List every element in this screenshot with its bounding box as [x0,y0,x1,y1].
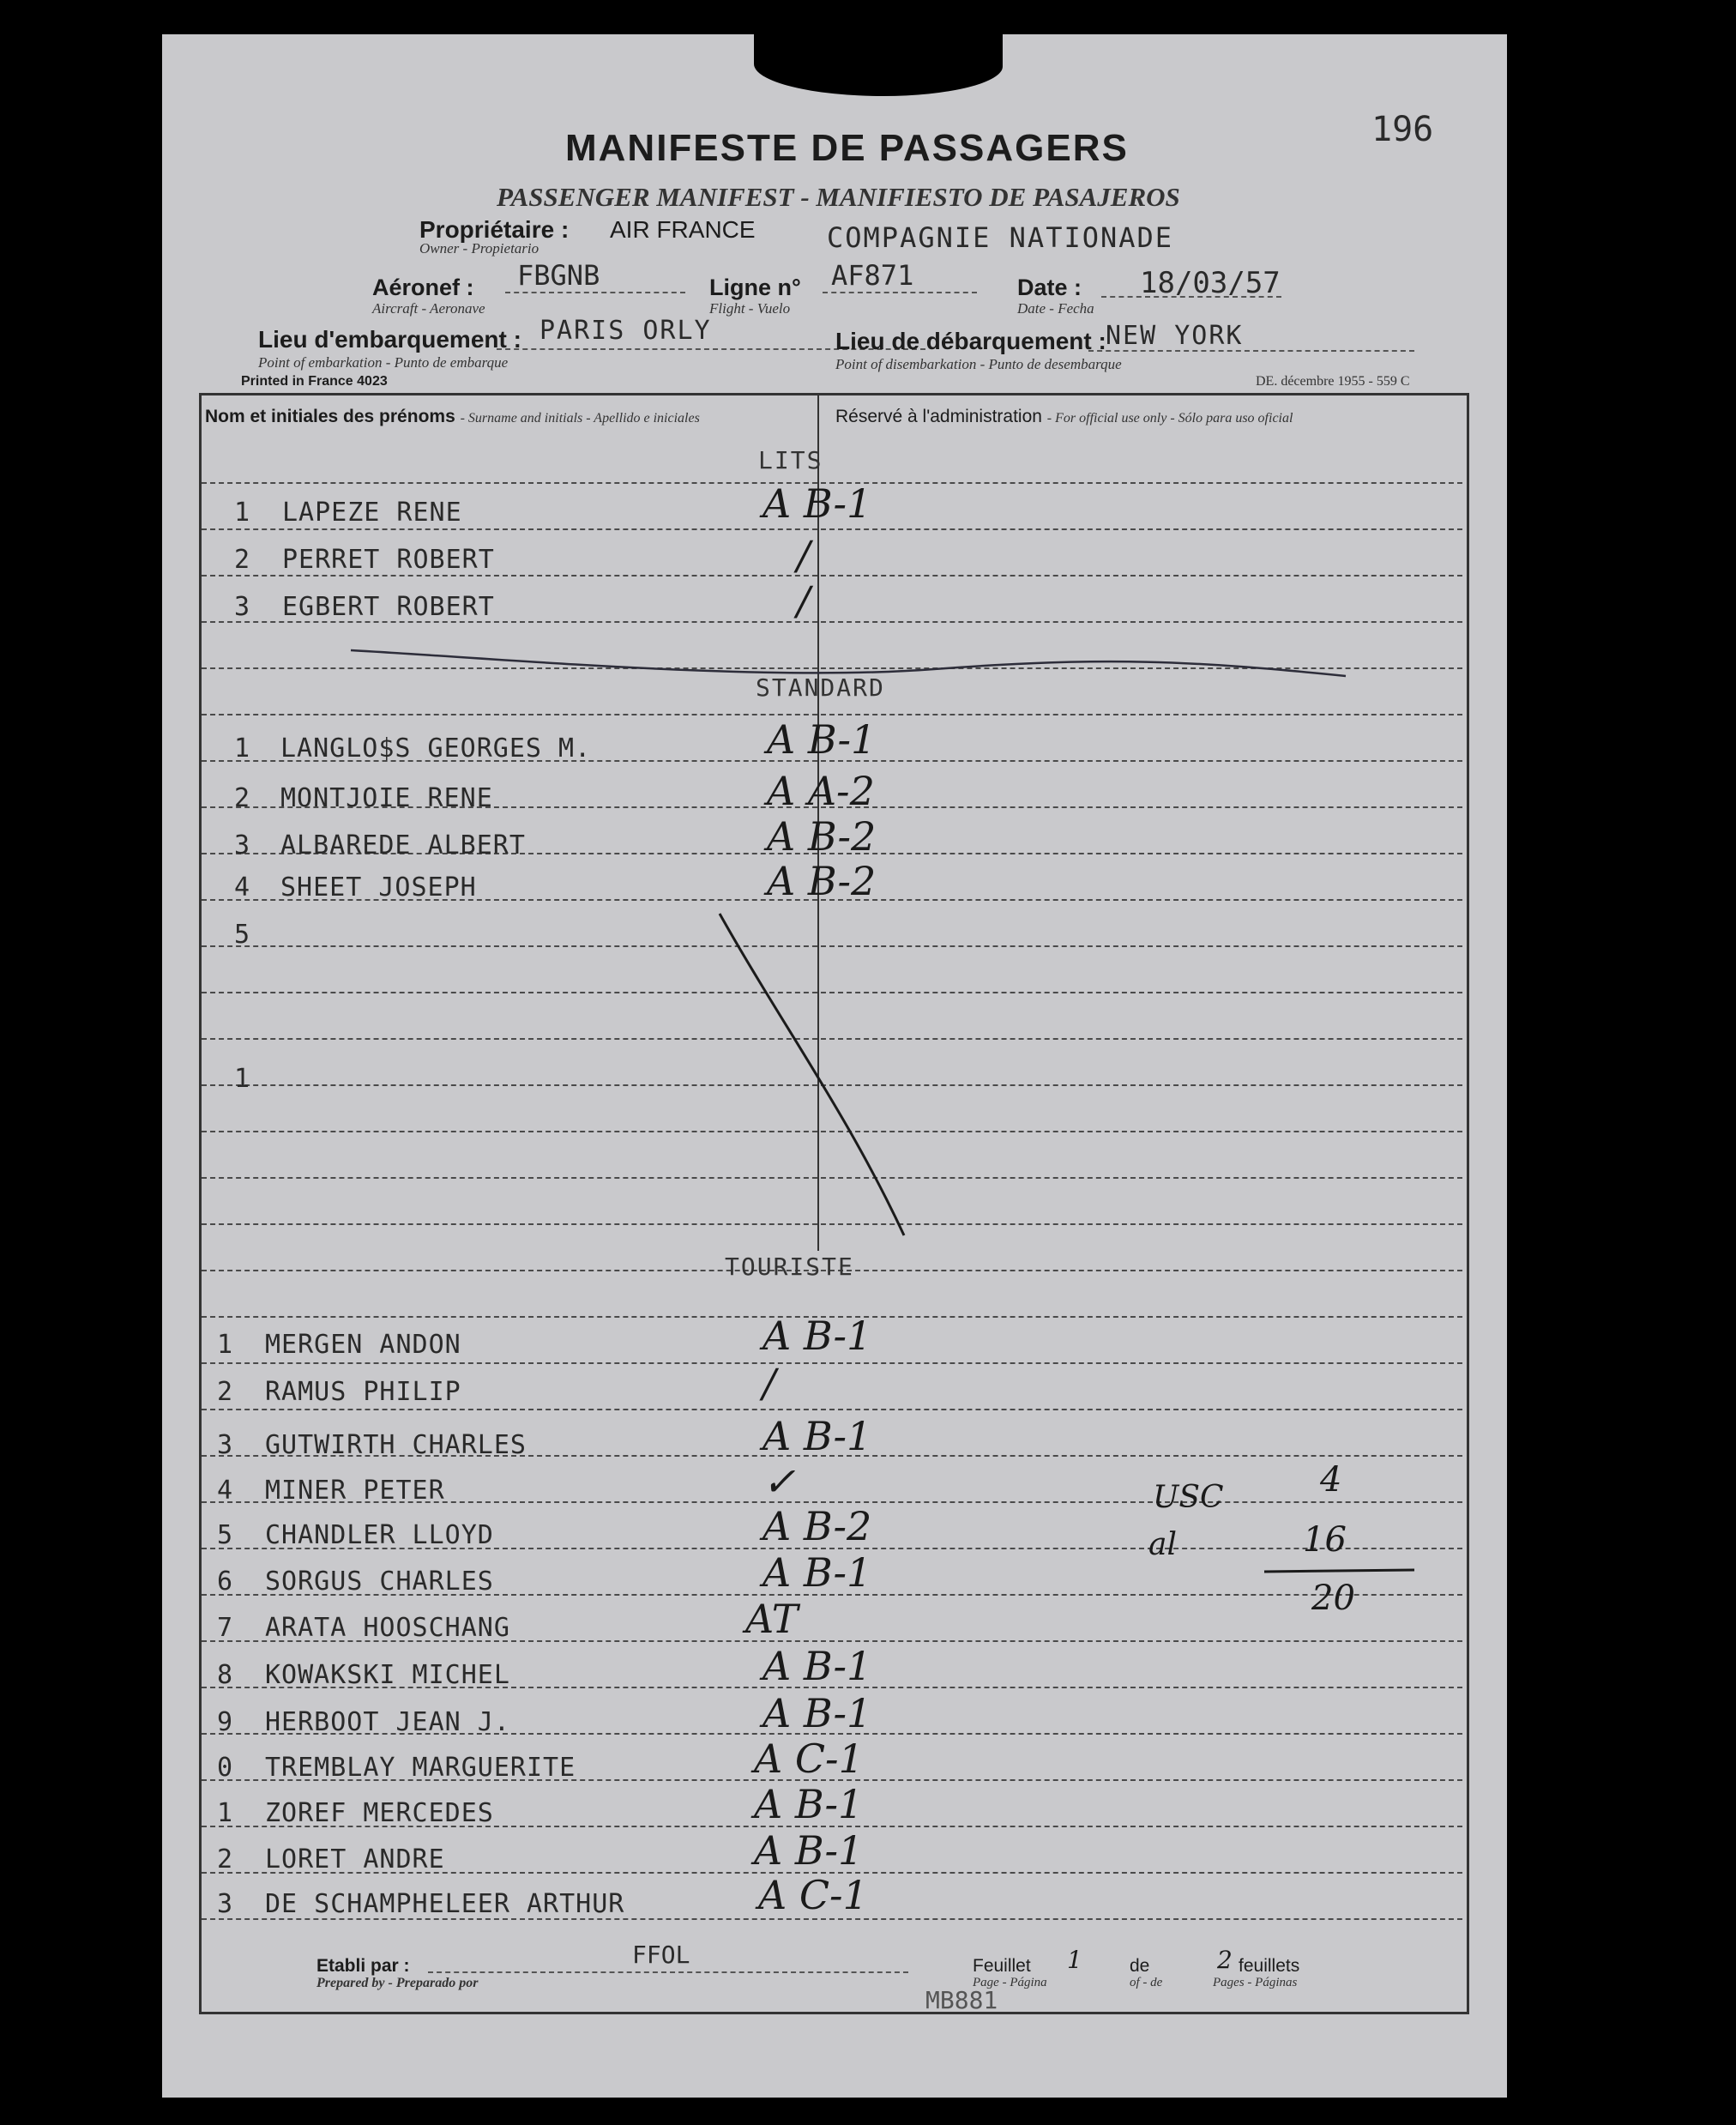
sheet-label: Feuillet [973,1956,1031,1976]
row-number: 3 [234,592,250,622]
tally-usc-value: 4 [1320,1460,1342,1500]
sheet-value: 1 [1067,1946,1082,1974]
admin-mark: A B-1 [763,1643,872,1689]
manifest-sheet [162,34,1507,2098]
admin-mark: ✓ [763,1458,796,1505]
form-code: DE. décembre 1955 - 559 C [1256,374,1410,389]
pages-sublabel: Pages - Páginas [1213,1976,1298,1989]
passenger-name: GUTWIRTH CHARLES [265,1430,527,1460]
passenger-name: MINER PETER [265,1476,445,1506]
row-number: 1 [217,1330,233,1360]
admin-mark: A B-2 [767,858,877,904]
row-number: 1 [234,1064,250,1094]
passenger-name: KOWAKSKI MICHEL [265,1660,510,1690]
embarkation-sublabel: Point of embarkation - Punto de embarque [258,354,509,371]
admin-mark: A B-1 [763,480,872,527]
row-number: 8 [217,1660,233,1690]
sheet-sublabel: Page - Página [973,1976,1047,1989]
passenger-name: MONTJOIE RENE [280,783,493,813]
page-subtitle: PASSENGER MANIFEST - MANIFIESTO DE PASAJEROS [497,182,1180,212]
passenger-name: ZOREF MERCEDES [265,1798,494,1828]
row-number: 3 [217,1430,233,1460]
flight-label: Ligne n° [709,275,801,300]
admin-mark: A B-1 [763,1413,872,1459]
passenger-name: DE SCHAMPHELEER ARTHUR [265,1889,625,1919]
stamp-code: MB881 [925,1986,998,2014]
row-number: 3 [234,830,250,860]
column-admin-sublabel: - For official use only - Sólo para uso oficial [1046,411,1293,426]
row-number: 0 [217,1753,233,1783]
row-number: 2 [234,545,250,575]
of-sublabel: of - de [1130,1976,1163,1989]
admin-mark: A B-2 [763,1503,872,1549]
admin-mark: A B-1 [763,1690,872,1736]
column-name-label: Nom et initiales des prénoms [205,407,455,426]
date-label: Date : [1017,275,1082,300]
row-number: 6 [217,1567,233,1597]
admin-mark: A B-1 [763,1549,872,1596]
passenger-name: LORET ANDRE [265,1844,445,1874]
admin-mark: A B-1 [763,1313,872,1359]
column-admin-label: Réservé à l'administration [835,407,1042,426]
page-title: MANIFESTE DE PASSAGERS [565,127,1129,169]
row-number: 5 [217,1520,233,1550]
tally-underline [1264,1570,1414,1572]
owner-label: Propriétaire : [419,216,570,243]
passenger-name: EGBERT ROBERT [282,592,495,622]
page-number: 196 [1371,110,1434,149]
flight-sublabel: Flight - Vuelo [709,300,791,317]
aircraft-sublabel: Aircraft - Aeronave [372,300,485,317]
passenger-name: SORGUS CHARLES [265,1567,494,1597]
row-number: 4 [234,872,250,903]
date-sublabel: Date - Fecha [1017,300,1094,317]
passenger-name: PERRET ROBERT [282,545,495,575]
admin-mark: A B-1 [754,1827,864,1874]
prepared-value: FFOL [632,1941,690,1969]
pages-label: feuillets [1239,1956,1300,1976]
date-value: 18/03/57 [1140,266,1281,300]
admin-mark: A B-1 [767,716,877,763]
prepared-line [428,1971,908,1973]
admin-mark: A C-1 [758,1872,868,1918]
row-number: 2 [217,1377,233,1407]
passenger-name: SHEET JOSEPH [280,872,477,903]
passenger-name: RAMUS PHILIP [265,1377,461,1407]
owner-typed-value: COMPAGNIE NATIONADE [827,221,1174,254]
section-title-touriste: TOURISTE [725,1253,854,1281]
disembarkation-value: NEW YORK [1106,321,1244,351]
row-number: 3 [217,1889,233,1919]
tally-total: 20 [1311,1579,1355,1618]
admin-mark: AT [745,1596,799,1642]
admin-mark: A B-2 [767,813,877,860]
flight-value: AF871 [831,259,914,292]
row-number: 7 [217,1613,233,1643]
aircraft-value: FBGNB [517,259,600,292]
admin-mark: A B-1 [754,1781,864,1827]
aircraft-label: Aéronef : [372,275,474,300]
prepared-sublabel: Prepared by - Preparado por [316,1976,479,1990]
owner-printed-value: AIR FRANCE [610,216,756,243]
section-title-lits: LITS [758,446,823,474]
row-number: 2 [234,783,250,813]
passenger-name: LANGLO$S GEORGES M. [280,733,592,764]
of-value: 2 [1217,1946,1233,1974]
section-separator-stroke [351,650,1346,676]
column-name-sublabel: - Surname and initials - Apellido e iniciales [460,411,700,426]
admin-mark: / [797,577,811,624]
passenger-name: MERGEN ANDON [265,1330,461,1360]
embarkation-value: PARIS ORLY [539,316,712,346]
section-title-standard: STANDARD [756,673,885,702]
row-number: 1 [234,498,250,528]
row-number: 1 [217,1798,233,1828]
tally-al-label: al [1148,1527,1177,1562]
tally-al-value: 16 [1303,1520,1347,1560]
row-number: 4 [217,1476,233,1506]
strike-line [720,914,904,1235]
prepared-label: Etabli par : [316,1956,410,1976]
passenger-name: ALBAREDE ALBERT [280,830,526,860]
disembarkation-sublabel: Point of disembarkation - Punto de desembarque [835,356,1122,372]
admin-mark: / [763,1360,776,1406]
embarkation-label: Lieu d'embarquement : [258,326,521,353]
printed-in-label: Printed in France 4023 [241,374,388,389]
tally-usc-label: USC [1153,1480,1224,1515]
passenger-name: HERBOOT JEAN J. [265,1707,510,1737]
disembarkation-label: Lieu de débarquement : [835,328,1106,354]
row-number: 9 [217,1707,233,1737]
owner-sublabel: Owner - Propietario [419,240,539,257]
passenger-name: LAPEZE RENE [282,498,462,528]
admin-mark: A C-1 [754,1736,864,1782]
passenger-name: CHANDLER LLOYD [265,1520,494,1550]
admin-mark: A A-2 [767,768,875,814]
of-label: de [1130,1956,1150,1976]
passenger-name: TREMBLAY MARGUERITE [265,1753,576,1783]
passenger-name: ARATA HOOSCHANG [265,1613,510,1643]
row-number: 5 [234,920,250,950]
row-number: 2 [217,1844,233,1874]
row-number: 1 [234,733,250,764]
admin-mark: / [797,532,811,578]
